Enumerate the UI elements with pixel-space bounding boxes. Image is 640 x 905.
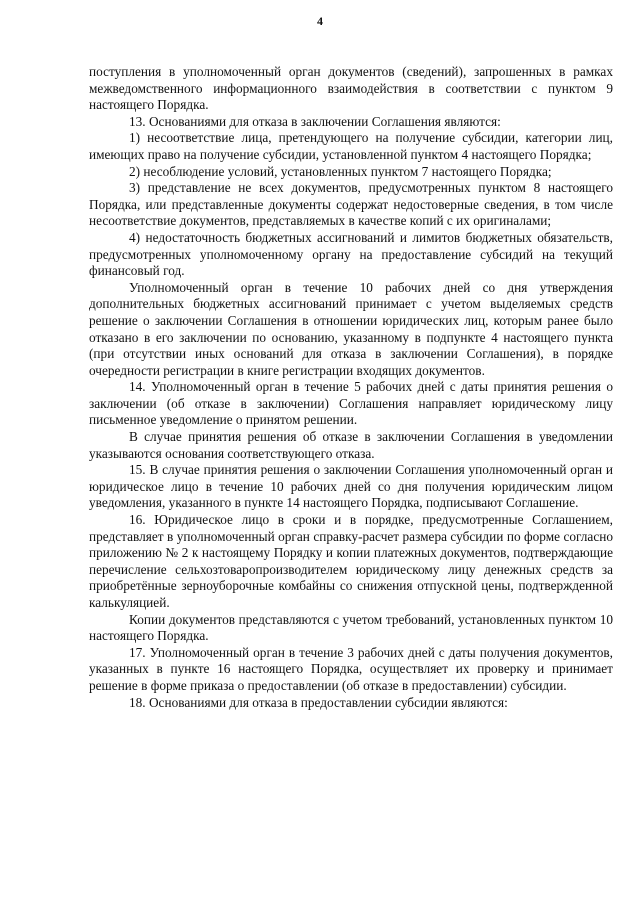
paragraph-13-item-2: 2) несоблюдение условий, установленных пунктом 7 настоящего Порядка; [129, 163, 552, 179]
paragraph-13-additional: Уполномоченный орган в течение 10 рабочих дней со дня утверждения дополнительных бюджетных ассигнований принимает с учетом выделяемых средств решение о заключении Соглашения в отношении юридических лиц, которым ранее было отказано в его заключении по основанию, указанному в подпункте 4 настоящего пункта (при отсутствии иных оснований для отказа в заключении Соглашения), в порядке очередности регистрации в книге регистрации входящих документов. [89, 279, 613, 378]
paragraph-15: 15. В случае принятия решения о заключении Соглашения уполномоченный орган и юридическое лицо в течение 10 рабочих дней со дня получения юридическим лицом уведомления, указанного в пункте 14 настоящего Порядка, подписывают Соглашение. [89, 462, 613, 511]
paragraph-13-item-4: 4) недостаточность бюджетных ассигнований и лимитов бюджетных обязательств, предусмотренных уполномоченному органу на предоставление субсидий на текущий финансовый год. [89, 229, 613, 279]
page-number: 4 [317, 14, 323, 28]
document-body [89, 64, 613, 711]
paragraph-13-heading: 13. Основаниями для отказа в заключении Соглашения являются: [129, 113, 501, 129]
paragraph-18-heading: 18. Основаниями для отказа в предоставлении субсидии являются: [129, 694, 508, 710]
paragraph-13-item-3: 3) представление не всех документов, предусмотренных пунктом 8 настоящего Порядка, или представленные документы содержат недостоверные сведения, в том числе несоответствие документов, представляемых в качестве копий с их оригиналами; [89, 180, 613, 229]
paragraph-14: 14. Уполномоченный орган в течение 5 рабочих дней с даты принятия решения о заключении (об отказе в заключении) Соглашения направляет юридическому лицу письменное уведомление о принятом решении. [89, 379, 613, 428]
paragraph-13-item-1: 1) несоответствие лица, претендующего на получение субсидии, категории лиц, имеющих право на получение субсидии, установленной пунктом 4 настоящего Порядка; [89, 130, 613, 162]
paragraph-continuation: поступления в уполномоченный орган документов (сведений), запрошенных в рамках межведомственного информационного взаимодействия в соответствии с пунктом 9 настоящего Порядка. [89, 64, 613, 113]
paragraph-16-copies: Копии документов представляются с учетом требований, установленных пунктом 10 настоящего Порядка. [89, 611, 613, 644]
paragraph-17: 17. Уполномоченный орган в течение 3 рабочих дней с даты получения документов, указанных в пункте 16 настоящего Порядка, осуществляет их проверку и принимает решение в форме приказа о предоставлении (об отказе в предоставлении) субсидии. [89, 644, 613, 693]
paragraph-16: 16. Юридическое лицо в сроки и в порядке, предусмотренные Соглашением, представляет в уполномоченный орган справку-расчет размера субсидии по форме согласно приложению № 2 к настоящему Порядку и копии платежных документов, подтверждающие перечисление сельхозтоваропроизводителем юридическому лицу денежных средств за приобретённые зерноуборочные комбайны со снижения отпускной цены, подтвержденной калькуляцией. [89, 512, 613, 610]
paragraph-14-refusal: В случае принятия решения об отказе в заключении Соглашения в уведомлении указываются основания соответствующего отказа. [89, 429, 613, 461]
